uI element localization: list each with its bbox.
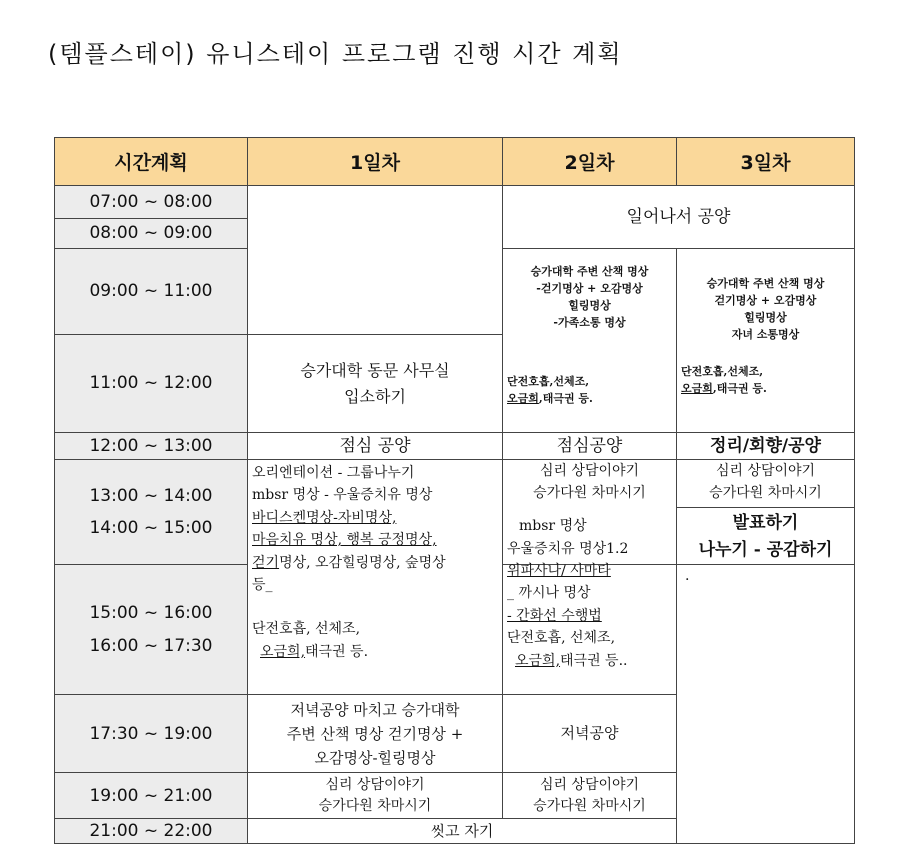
row-1300 <box>55 460 855 565</box>
time-1200: 12:00 ~ 13:00 <box>55 433 248 460</box>
header-day-2: 2일차 <box>503 138 677 186</box>
day3-late-cell <box>677 565 855 844</box>
day3-morning-underlined: 오금희 <box>681 382 713 396</box>
day1-arrival-cell <box>248 335 503 433</box>
day2-pm-line: 우울증치유 명상1.2 <box>507 540 629 557</box>
day1-empty-morning <box>248 186 503 335</box>
day2-night-line: 심리 상담이야기 <box>539 776 640 793</box>
day2-morning-cell <box>503 249 677 433</box>
day1-night-line: 승가다원 차마시기 <box>318 797 432 814</box>
day2-pm-line: 위파사나/ 사마타 <box>507 562 611 579</box>
day2-morning-line: 힐링명상 <box>568 299 611 313</box>
day1-afternoon-cell <box>248 460 503 695</box>
day1-pm-line: mbsr 명상 - 우울증치유 명상 <box>252 487 433 504</box>
day2-morning-line: -걷기명상 + 오감명상 <box>536 282 643 296</box>
day1-pm-underlined: 걷기 <box>252 554 280 571</box>
day2-counsel-line: 심리 상담이야기 <box>539 463 640 479</box>
page-title: (템플스테이) 유니스테이 프로그램 진행 시간 계획 <box>48 40 623 68</box>
day2-pm-line: - 간화선 수행법 <box>507 607 602 624</box>
day2-pm-line: mbsr 명상 <box>519 518 587 535</box>
sleep-cell: 씻고 자기 <box>248 819 677 844</box>
day1-evening-line: 저녁공양 마치고 승가대학 <box>290 700 460 719</box>
day3-morning-cell <box>677 249 855 433</box>
day2-lunch: 점심공양 <box>503 433 677 460</box>
day2-counsel-line: 승가다원 차마시기 <box>533 485 646 502</box>
day2-morning-line: -가족소통 명상 <box>553 316 626 330</box>
time-1300-1500 <box>55 460 248 565</box>
day1-pm-line: 단전호흡, 선체조, <box>252 621 361 638</box>
day3-counsel-cell <box>677 460 855 565</box>
time-2100: 21:00 ~ 22:00 <box>55 819 248 844</box>
wake-meal-cell: 일어나서 공양 <box>503 186 855 249</box>
day1-arrival-line: 승가대학 동문 사무실 <box>300 360 450 380</box>
day1-evening-cell <box>248 695 503 773</box>
day1-night-line: 심리 상담이야기 <box>325 776 425 793</box>
day1-arrival-line: 입소하기 <box>344 386 406 406</box>
day2-pm-line: 태극권 등.. <box>560 652 628 669</box>
day1-pm-line: 명상, 오감힐링명상, 숲명상 <box>279 554 446 571</box>
time-1400: 14:00 ~ 15:00 <box>89 518 213 539</box>
day2-night-line: 승가다원 차마시기 <box>533 797 646 814</box>
time-1500-1730 <box>55 565 248 695</box>
time-0700: 07:00 ~ 08:00 <box>55 186 248 219</box>
day3-present-line: 발표하기 <box>732 512 799 533</box>
time-1900: 19:00 ~ 21:00 <box>55 773 248 819</box>
day2-afternoon-cell <box>503 518 677 695</box>
day2-morning-extra: 단전호흡,선체조, <box>507 375 590 389</box>
schedule-table <box>54 137 855 844</box>
day3-morning-extra: ,태극권 등. <box>712 382 767 396</box>
time-1600: 16:00 ~ 17:30 <box>89 635 213 656</box>
day3-morning-line: 자녀 소통명상 <box>731 328 800 342</box>
day3-morning-extra: 단전호흡,선체조, <box>681 365 764 379</box>
day3-counsel-line: 승가다원 차마시기 <box>709 485 822 502</box>
day1-pm-line: 마음치유 명상, 행복 긍정명상, <box>252 532 437 549</box>
day3-counsel-line: 심리 상담이야기 <box>715 463 816 479</box>
day1-pm-line: 바디스켄명상-자비명상, <box>252 509 397 526</box>
time-1300: 13:00 ~ 14:00 <box>89 485 213 506</box>
time-1500: 15:00 ~ 16:00 <box>89 603 213 624</box>
header-day-3: 3일차 <box>677 138 855 186</box>
header-time-plan: 시간계획 <box>55 138 248 186</box>
day1-pm-line: 오리엔테이션 - 그룹나누기 <box>252 465 415 481</box>
day2-morning-underlined: 오금희 <box>507 392 539 406</box>
day3-present-line: 나누기 - 공감하기 <box>698 539 833 560</box>
day2-night-cell <box>503 773 677 819</box>
time-1100: 11:00 ~ 12:00 <box>55 335 248 433</box>
time-0900: 09:00 ~ 11:00 <box>55 249 248 335</box>
header-day-1: 1일차 <box>248 138 503 186</box>
day2-pm-line: _ 까시나 명상 <box>507 585 591 602</box>
day2-pm-line: 단전호흡, 선체조, <box>507 630 616 647</box>
day3-morning-line: 걷기명상 + 오감명상 <box>714 294 817 308</box>
day1-pm-line: 태극권 등. <box>305 643 369 660</box>
time-0800: 08:00 ~ 09:00 <box>55 219 248 249</box>
day1-pm-line: 등_ <box>252 576 273 593</box>
day1-night-cell <box>248 773 503 819</box>
day1-lunch: 점심 공양 <box>248 433 503 460</box>
row-1200 <box>55 433 855 460</box>
day2-morning-line: 승가대학 주변 산책 명상 <box>530 265 649 278</box>
day1-pm-underlined: 오금희, <box>260 643 306 660</box>
day2-pm-underlined: 오금희, <box>515 652 561 669</box>
day3-dot: . <box>685 568 690 585</box>
day3-lunch: 정리/회향/공양 <box>677 433 855 460</box>
day2-evening-cell: 저녁공양 <box>503 695 677 773</box>
day1-evening-line: 오감명상-힐링명상 <box>314 748 436 767</box>
time-1730: 17:30 ~ 19:00 <box>55 695 248 773</box>
row-0700 <box>55 186 855 219</box>
header-row <box>55 138 855 186</box>
day2-morning-extra: ,태극권 등. <box>538 392 593 406</box>
day1-evening-line: 주변 산책 명상 걷기명상 + <box>286 724 464 743</box>
day3-morning-line: 힐링명상 <box>744 311 787 325</box>
day3-morning-line: 승가대학 주변 산책 명상 <box>706 277 825 290</box>
